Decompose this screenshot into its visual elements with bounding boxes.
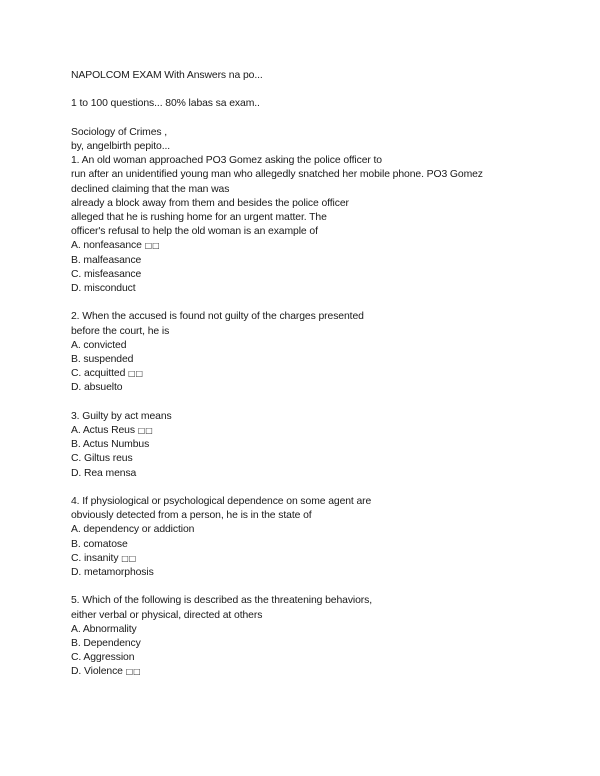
choice-d: D. metamorphosis	[71, 567, 154, 579]
question-text-line: 5. Which of the following is described as the threatening behaviors,	[71, 595, 373, 607]
choice-a: A. dependency or addiction	[71, 524, 195, 536]
answer-mark-icon: □□	[125, 667, 141, 677]
question-text-line: 4. If physiological or psychological dependence on some agent are	[71, 496, 372, 508]
question-text-line: 2. When the accused is found not guilty of the charges presented	[71, 311, 364, 323]
choice-a	[71, 424, 571, 438]
question-5	[71, 594, 571, 679]
choice-c: C. misfeasance	[71, 268, 142, 280]
spacer	[71, 112, 571, 126]
question-4	[71, 495, 571, 580]
question-text-line: run after an unidentified young man who allegedly snatched her mobile phone. PO3 Gomez	[71, 169, 483, 181]
spacer	[71, 83, 571, 97]
choice-a: A. Abnormality	[71, 623, 137, 635]
answer-mark-icon: □□	[144, 241, 160, 251]
choice-c: C. Aggression	[71, 652, 135, 664]
document-content	[71, 69, 571, 680]
question-text-line: obviously detected from a person, he is in the state of	[71, 510, 312, 522]
choice-b: B. suspended	[71, 354, 134, 366]
choice-b: B. malfeasance	[71, 254, 142, 266]
question-text-line: already a block away from them and besides the police officer	[71, 197, 349, 209]
question-3	[71, 410, 571, 481]
choice-b: B. Dependency	[71, 638, 141, 650]
question-text-line: 3. Guilty by act means	[71, 410, 172, 422]
choice-d	[71, 665, 571, 679]
choice-a: A. convicted	[71, 339, 127, 351]
question-text-line: either verbal or physical, directed at others	[71, 609, 263, 621]
choice-text: A. nonfeasance	[71, 240, 142, 252]
question-text-line: 1. An old woman approached PO3 Gomez asking the police officer to	[71, 155, 382, 167]
section-title: Sociology of Crimes ,	[71, 126, 168, 138]
question-text-line: before the court, he is	[71, 325, 170, 337]
choice-text: D. Violence	[71, 666, 123, 678]
choice-b: B. Actus Numbus	[71, 439, 150, 451]
answer-mark-icon: □□	[137, 426, 153, 436]
choice-d: D. absuelto	[71, 382, 123, 394]
choice-c	[71, 552, 571, 566]
question-text-line: alleged that he is rushing home for an urgent matter. The	[71, 212, 327, 223]
choice-text: C. insanity	[71, 552, 119, 564]
spacer	[71, 580, 571, 594]
choice-b: B. comatose	[71, 538, 128, 550]
spacer	[71, 296, 571, 310]
spacer	[71, 481, 571, 495]
question-2	[71, 310, 571, 395]
document-title: NAPOLCOM EXAM With Answers na po...	[71, 70, 263, 81]
choice-a	[71, 239, 571, 253]
question-1	[71, 154, 571, 296]
choice-text: C. acquitted	[71, 368, 126, 380]
answer-mark-icon: □□	[121, 553, 137, 563]
choice-d: D. misconduct	[71, 283, 136, 295]
spacer	[71, 396, 571, 410]
question-text-line: declined claiming that the man was	[71, 183, 230, 195]
choice-c: C. Giltus reus	[71, 453, 133, 465]
author-line: by, angelbirth pepito...	[71, 140, 171, 152]
choice-text: A. Actus Reus	[71, 425, 135, 437]
question-text-line: officer's refusal to help the old woman is an example of	[71, 226, 318, 238]
document-subtitle: 1 to 100 questions... 80% labas sa exam..	[71, 98, 260, 110]
choice-d: D. Rea mensa	[71, 467, 137, 479]
choice-c	[71, 367, 571, 381]
answer-mark-icon: □□	[128, 369, 143, 379]
